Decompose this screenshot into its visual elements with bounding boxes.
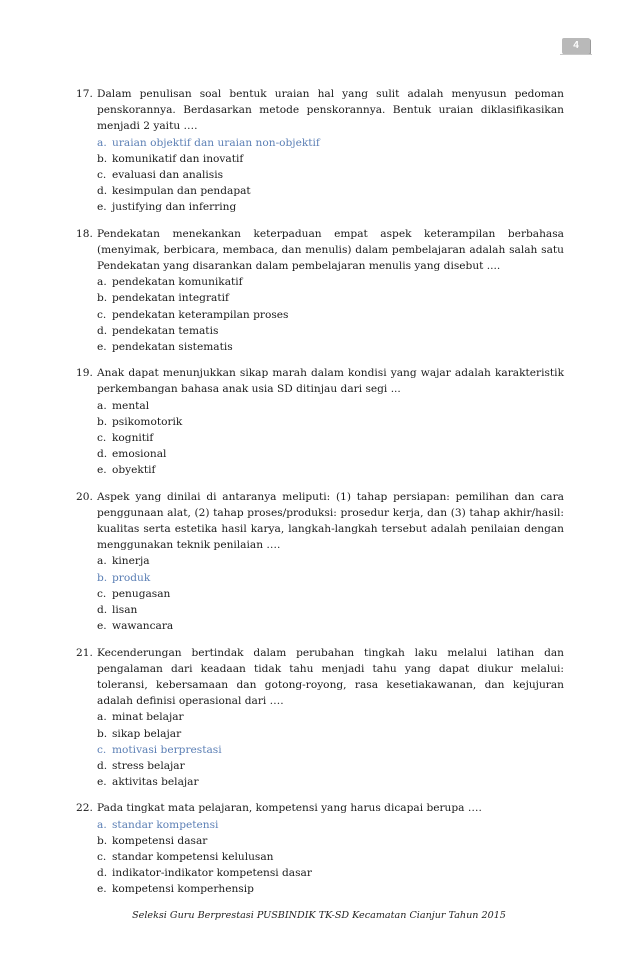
option-letter: c. [97,432,107,445]
option-text: justifying dan inferring [112,201,237,214]
option-text: psikomotorik [112,415,183,428]
option-text: uraian objektif dan uraian non-objektif [112,136,320,149]
answer-option [97,602,564,618]
option-text: evaluasi dan analisis [112,169,224,182]
answer-option [97,339,564,355]
option-letter: c. [97,743,107,756]
option-text: penugasan [112,587,171,600]
option-letter: d. [97,448,108,461]
question-item [76,365,564,478]
answer-option [97,167,564,183]
answer-option [97,709,564,725]
option-letter: d. [97,604,108,617]
option-text: lisan [112,604,138,617]
option-letter: e. [97,341,107,354]
question-item [76,645,564,791]
question-text: Kecenderungan bertindak dalam perubahan tingkah laku melalui latihan dan pengalaman dari keadaan tidak tahu menjadi tahu yang dapat diukur melalui: toleransi, kebersamaan dan gotong-royong, rasa kesetiakawanan, dan kejujuran adalah definisi operasional dari …. [97,646,564,708]
answer-option [97,430,564,446]
option-letter: b. [97,727,108,740]
option-text: indikator-indikator kompetensi dasar [112,867,312,880]
option-text: pendekatan integratif [112,292,229,305]
question-text: Anak dapat menunjukkan sikap marah dalam kondisi yang wajar adalah karakteristik perkembangan bahasa anak usia SD ditinjau dari segi ... [97,367,564,396]
answer-option-highlighted [97,570,564,586]
option-text: mental [112,399,150,412]
option-text: emosional [112,448,167,461]
answer-option [97,307,564,323]
answer-option-highlighted [97,817,564,833]
question-stem [76,226,564,275]
answer-option [97,290,564,306]
option-letter: b. [97,152,108,165]
option-letter: d. [97,185,108,198]
option-letter: e. [97,620,107,633]
option-letter: e. [97,776,107,789]
question-number: 17. [76,88,93,100]
question-item [76,226,564,356]
answer-option [97,462,564,478]
option-letter: e. [97,464,107,477]
answer-option [97,758,564,774]
option-letter: d. [97,759,108,772]
answer-option [97,618,564,634]
option-letter: a. [97,555,107,568]
option-letter: b. [97,292,108,305]
option-letter: a. [97,276,107,289]
answer-option [97,881,564,897]
option-text: produk [112,571,151,584]
page-footer: Seleksi Guru Berprestasi PUSBINDIK TK-SD Kecamatan Cianjur Tahun 2015 [132,910,506,921]
option-text: aktivitas belajar [112,776,199,789]
answer-options [76,274,564,355]
question-text: Pendekatan menekankan keterpaduan empat aspek keterampilan berbahasa (menyimak, berbicara, membaca, dan menulis) dalam pembelajaran adalah salah satu Pendekatan yang disarankan dalam pembelajaran menulis yang disebut .... [97,227,564,273]
option-letter: d. [97,867,108,880]
answer-option [97,323,564,339]
question-item [76,800,564,897]
option-letter: b. [97,415,108,428]
answer-option [97,446,564,462]
option-text: kognitif [112,432,154,445]
question-number: 20. [76,490,93,503]
answer-options [76,553,564,634]
answer-options [76,135,564,216]
answer-option [97,183,564,199]
page-number-badge: 4 [562,38,590,54]
option-text: wawancara [112,620,174,633]
question-stem [76,645,564,710]
question-text: Dalam penulisan soal bentuk uraian hal yang sulit adalah menyusun pedoman penskorannya. Berdasarkan metode penskorannya. Bentuk uraian diklasifikasikan menjadi 2 yaitu …. [97,88,564,133]
question-text: Aspek yang dinilai di antaranya meliputi: (1) tahap persiapan: pemilihan dan cara penggunaan alat, (2) tahap proses/produksi: prosedur kerja, dan (3) tahap akhir/hasil: kualitas serta estetika hasil karya, langkah-langkah tersebut adalah penilaian dengan menggunakan teknik penilaian …. [97,490,564,552]
question-item [76,489,564,635]
option-letter: a. [97,399,107,412]
question-number: 19. [76,367,93,380]
question-stem [76,86,564,135]
option-letter: c. [97,587,107,600]
question-list [76,86,564,908]
option-text: stress belajar [112,759,185,772]
option-text: motivasi berprestasi [112,743,222,756]
option-letter: c. [97,308,107,321]
answer-options [76,398,564,479]
answer-option [97,865,564,881]
option-text: standar kompetensi [112,818,219,831]
question-number: 18. [76,227,93,240]
answer-option [97,414,564,430]
answer-option-highlighted [97,742,564,758]
answer-option [97,274,564,290]
header-rule [560,54,592,55]
option-letter: e. [97,201,107,214]
option-text: obyektif [112,464,156,477]
answer-option [97,774,564,790]
option-letter: a. [97,136,107,149]
answer-option [97,398,564,414]
option-text: pendekatan keterampilan proses [112,308,289,321]
question-stem [76,800,564,816]
option-letter: d. [97,324,108,337]
question-text: Pada tingkat mata pelajaran, kompetensi yang harus dicapai berupa …. [97,802,482,815]
answer-options [76,709,564,790]
option-letter: b. [97,571,108,584]
option-text: kesimpulan dan pendapat [112,185,251,198]
answer-option [97,151,564,167]
answer-option [97,553,564,569]
question-stem [76,489,564,554]
question-number: 22. [76,802,93,815]
option-text: pendekatan komunikatif [112,276,243,289]
question-number: 21. [76,646,93,659]
option-letter: b. [97,834,108,847]
answer-option [97,726,564,742]
answer-option [97,833,564,849]
answer-option [97,586,564,602]
option-text: pendekatan tematis [112,324,219,337]
option-text: minat belajar [112,711,184,724]
answer-option-highlighted [97,135,564,151]
answer-option [97,849,564,865]
option-text: kompetensi dasar [112,834,208,847]
option-letter: c. [97,850,107,863]
option-text: kinerja [112,555,150,568]
option-letter: a. [97,818,107,831]
option-text: standar kompetensi kelulusan [112,850,274,863]
question-stem [76,365,564,397]
question-item [76,86,564,216]
option-text: pendekatan sistematis [112,341,233,354]
option-text: kompetensi komperhensip [112,883,254,896]
option-text: sikap belajar [112,727,182,740]
answer-options [76,817,564,898]
option-letter: e. [97,883,107,896]
answer-option [97,199,564,215]
option-text: komunikatif dan inovatif [112,152,244,165]
option-letter: c. [97,169,107,182]
option-letter: a. [97,711,107,724]
